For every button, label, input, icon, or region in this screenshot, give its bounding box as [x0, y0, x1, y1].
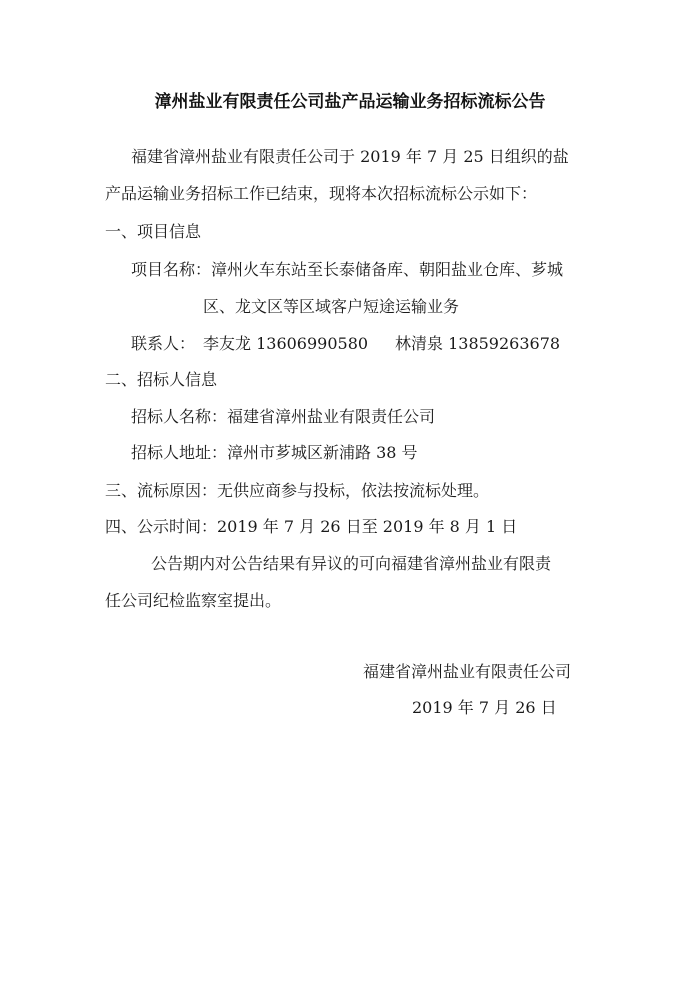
project-name-line-2: 区、龙文区等区域客户短途运输业务: [203, 297, 460, 316]
section-2-heading: 二、招标人信息: [105, 370, 218, 389]
section-4-period: 四、公示时间：2019 年 7 月 26 日至 2019 年 8 月 1 日: [105, 517, 518, 536]
tenderer-name: 招标人名称：福建省漳州盐业有限责任公司: [131, 407, 436, 426]
section-1-heading: 一、项目信息: [105, 222, 202, 241]
section-3-reason: 三、流标原因：无供应商参与投标，依法按流标处理。: [105, 481, 490, 500]
page-title: 漳州盐业有限责任公司盐产品运输业务招标流标公告: [154, 92, 546, 112]
signature-date: 2019 年 7 月 26 日: [412, 698, 557, 717]
tenderer-address: 招标人地址：漳州市芗城区新浦路 38 号: [131, 443, 418, 462]
project-name-line-1: 项目名称：漳州火车东站至长泰储备库、朝阳盐业仓库、芗城: [131, 260, 564, 279]
objection-note-line-2: 任公司纪检监察室提出。: [105, 591, 282, 610]
contact-person-2: 林清泉 13859263678: [395, 334, 561, 353]
contact-person-1: 李友龙 13606990580: [203, 334, 369, 353]
intro-line-2: 产品运输业务招标工作已结束，现将本次招标流标公示如下：: [105, 184, 538, 203]
intro-line-1: 福建省漳州盐业有限责任公司于 2019 年 7 月 25 日组织的盐: [131, 147, 569, 166]
contact-label: 联系人：: [131, 334, 196, 353]
signature-company: 福建省漳州盐业有限责任公司: [363, 662, 572, 681]
objection-note-line-1: 公告期内对公告结果有异议的可向福建省漳州盐业有限责: [151, 554, 552, 573]
